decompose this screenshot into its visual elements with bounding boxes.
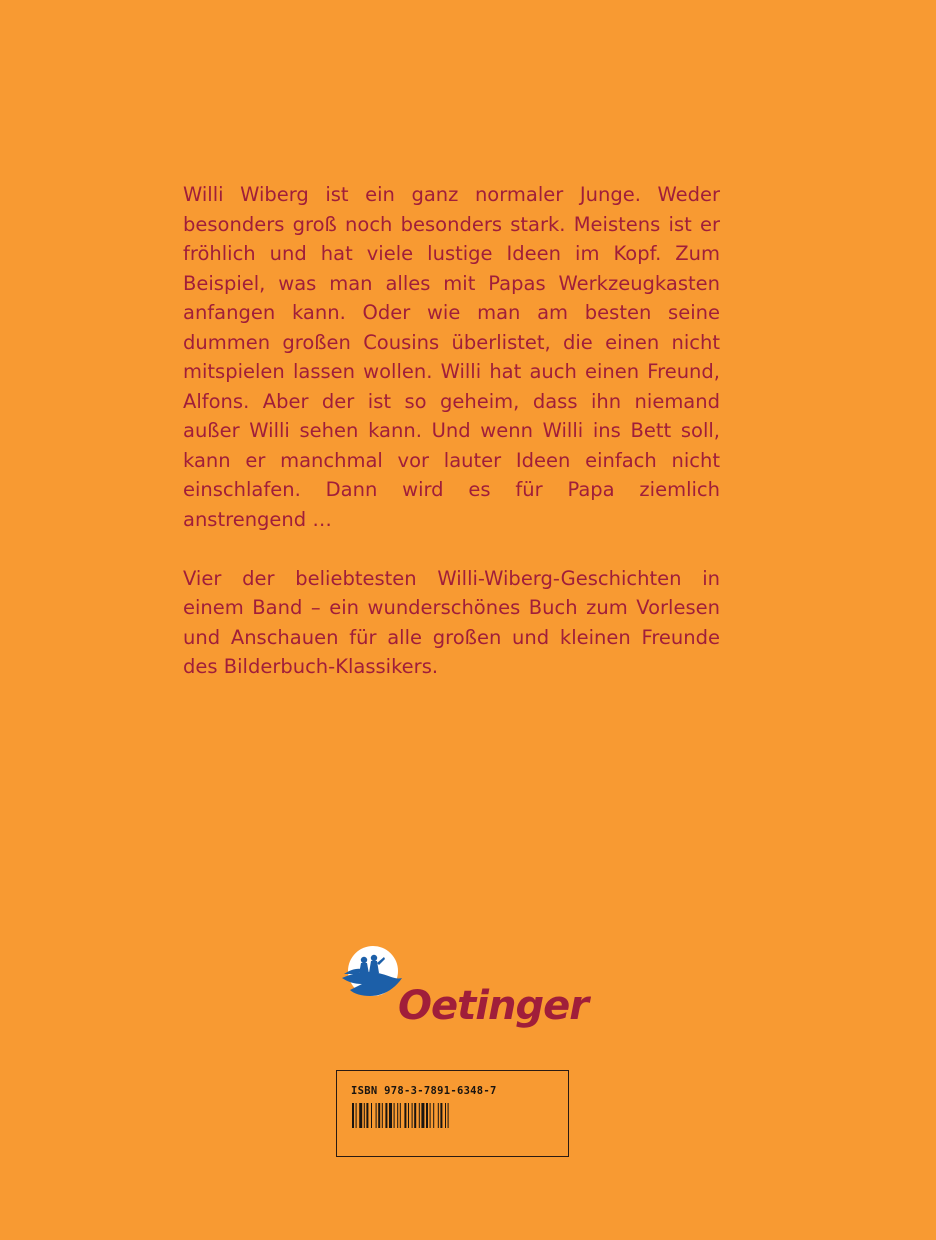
isbn-barcode-box [336,1070,569,1157]
blurb-paragraph-1: Willi Wiberg ist ein ganz normaler Junge. Weder besonders groß noch besonders stark. Meistens ist er fröhlich und hat viele lustige Ideen im Kopf. Zum Beispiel, was man alles mit Papas Werkzeugkasten anfangen kann. Oder wie man am besten seine dummen großen Cousins überlistet, die einen nicht mitspielen lassen wollen. Willi hat auch einen Freund, Alfons. Aber der ist so geheim, dass ihn niemand außer Willi sehen kann. Und wenn Willi ins Bett soll, kann er manchmal vor lauter Ideen einfach nicht einschlafen. Dann wird es für Papa ziemlich anstrengend … [183,183,720,531]
back-cover-blurb [183,180,720,682]
barcode-icon [352,1103,494,1128]
publisher-logo [340,944,588,1040]
oetinger-ship-emblem-icon [340,944,404,1004]
isbn-number: ISBN 978-3-7891-6348-7 [351,1085,497,1097]
publisher-logo-text: Oetinger [398,983,588,1029]
blurb-paragraph-2: Vier der beliebtesten Willi-Wiberg-Geschichten in einem Band – ein wunderschönes Buch zum Vorlesen und Anschauen für alle großen und kleinen Freunde des Bilderbuch-Klassikers. [183,566,720,678]
